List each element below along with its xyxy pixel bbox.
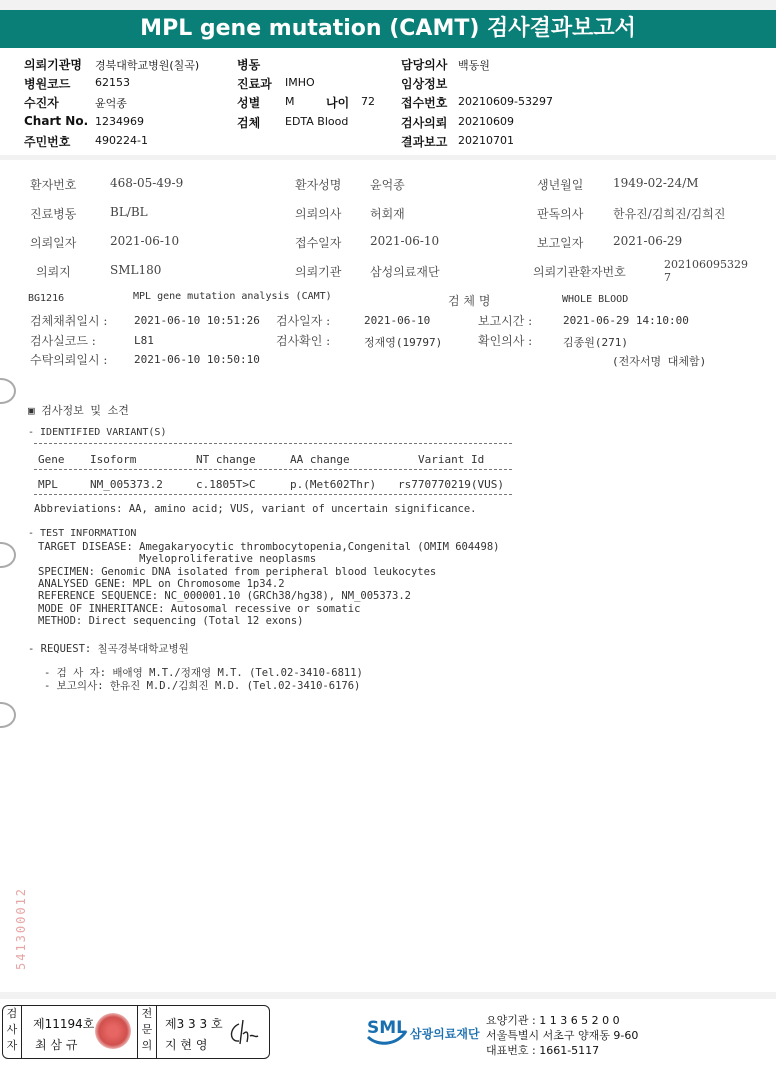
- abbreviations: Abbreviations: AA, amino acid; VUS, variant of uncertain significance.: [34, 503, 477, 515]
- request-date-label: 검사의뢰: [401, 116, 448, 130]
- birth-value: 1949-02-24/M: [613, 176, 699, 190]
- request-doctor: - 보고의사: 한유진 M.D./김희진 M.D. (Tel.02-3410-6176): [44, 680, 361, 692]
- consign-time-value: 2021-06-10 10:50:10: [134, 353, 260, 366]
- variant-gene: MPL: [38, 478, 58, 491]
- variant-col-aa: AA change: [290, 453, 350, 466]
- inspector-license-no: 제11194호: [33, 1017, 95, 1031]
- seal-stamp: [95, 1013, 131, 1049]
- referral-org-label: 의뢰기관: [295, 265, 342, 279]
- patient-value: 윤억종: [95, 97, 127, 110]
- referral-org-value: 삼성의료재단: [370, 265, 440, 279]
- patient-no-label: 환자번호: [30, 178, 77, 192]
- patient-no-value: 468-05-49-9: [110, 176, 184, 190]
- department-label: 진료과: [237, 77, 272, 91]
- clinical-info-label: 임상정보: [401, 77, 448, 91]
- test-info-heading: - TEST INFORMATION: [28, 528, 137, 539]
- specialist-vlabel: 전 문 의: [137, 1006, 157, 1058]
- test-confirm-label: 검사확인 :: [276, 334, 331, 348]
- binder-hole: [0, 378, 16, 404]
- patient-name-label: 환자성명: [295, 178, 342, 192]
- section-title: ▣ 검사정보 및 소견: [28, 404, 129, 417]
- result-date-value: 20210701: [458, 134, 514, 147]
- specimen-value: EDTA Blood: [285, 115, 349, 128]
- order-date-value: 2021-06-10: [110, 234, 180, 248]
- chart-no-value: 1234969: [95, 115, 144, 128]
- lab-code-value: L81: [134, 334, 154, 347]
- side-serial-number: 541300012: [14, 886, 28, 970]
- confirm-doctor-label: 확인의사 :: [478, 334, 533, 348]
- test-info-line: MODE OF INHERITANCE: Autosomal recessive or somatic: [38, 603, 361, 615]
- footer: [0, 999, 776, 1069]
- result-date-label: 결과보고: [401, 135, 448, 149]
- ward-scan-value: BL/BL: [110, 205, 148, 219]
- order-date-label: 의뢰일자: [30, 236, 77, 250]
- hospital-code-label: 병원코드: [24, 77, 71, 91]
- sex-value: M: [285, 95, 295, 108]
- specimen-name-value: WHOLE BLOOD: [562, 294, 629, 305]
- svg-text:SML: SML: [367, 1018, 407, 1038]
- test-info-line: REFERENCE SEQUENCE: NC_000001.10 (GRCh38/hg38), NM_005373.2: [38, 590, 411, 602]
- test-confirm-value: 정재영(19797): [364, 336, 443, 349]
- referral-patient-no-label: 의뢰기관환자번호: [533, 265, 626, 279]
- consign-time-label: 수탁의뢰일시 :: [30, 353, 108, 367]
- collection-time-label: 검체채취일시 :: [30, 314, 108, 328]
- hospital-label: 의뢰기관명: [24, 58, 82, 72]
- referral-patient-no-value: 202106095329: [664, 258, 748, 271]
- variant-id: rs770770219(VUS): [398, 478, 504, 491]
- table-rule-top: [34, 443, 512, 444]
- request-heading: - REQUEST: 칠곡경북대학교병원: [28, 643, 189, 655]
- variant-aa: p.(Met602Thr): [290, 478, 377, 491]
- ref-doctor-value: 허회재: [370, 207, 405, 221]
- test-info-line: Myeloproliferative neoplasms: [38, 553, 317, 565]
- variant-heading: - IDENTIFIED VARIANT(S): [28, 427, 167, 438]
- patient-name-value: 윤억종: [370, 178, 405, 192]
- hospital-value: 경북대학교병원(칠곡): [95, 59, 200, 72]
- specimen-label: 검체: [237, 116, 261, 130]
- org-phone: 대표번호 : 1661-5117: [486, 1044, 600, 1057]
- scanned-report: [0, 160, 776, 992]
- table-rule-mid: [34, 469, 512, 470]
- e-sign-note: (전자서명 대체함): [612, 355, 707, 368]
- doctor-label: 담당의사: [401, 58, 448, 72]
- report-date-label: 보고일자: [537, 236, 584, 250]
- request-tester: - 검 사 자: 배애영 M.T./정재영 M.T. (Tel.02-3410-6811): [44, 667, 363, 679]
- request-date-value: 20210609: [458, 115, 514, 128]
- receipt-no-value: 20210609-53297: [458, 95, 553, 108]
- test-info-line: METHOD: Direct sequencing (Total 12 exons): [38, 615, 304, 627]
- birth-label: 생년월일: [537, 178, 584, 192]
- referral-site-label: 의뢰지: [36, 265, 71, 279]
- test-date-label: 검사일자 :: [276, 314, 331, 328]
- table-rule-bottom: [34, 494, 512, 495]
- test-info-line: SPECIMEN: Genomic DNA isolated from peripheral blood leukocytes: [38, 566, 437, 578]
- referral-site-value: SML180: [110, 263, 162, 277]
- referral-patient-no-value-cont: 7: [664, 271, 671, 284]
- age-label: 나이: [326, 96, 350, 110]
- report-time-label: 보고시간 :: [478, 314, 533, 328]
- patient-label: 수진자: [24, 96, 59, 110]
- lab-code-label: 검사실코드 :: [30, 334, 96, 348]
- binder-hole: [0, 702, 16, 728]
- variant-col-gene: Gene: [38, 453, 65, 466]
- receipt-no-label: 접수번호: [401, 96, 448, 110]
- department-value: IMHO: [285, 76, 315, 89]
- ward-scan-label: 진료병동: [30, 207, 77, 221]
- variant-col-id: Variant Id: [418, 453, 485, 466]
- hospital-code-value: 62153: [95, 76, 130, 89]
- test-name: MPL gene mutation analysis (CAMT): [133, 291, 332, 302]
- header-info: [0, 48, 776, 155]
- test-info-line: TARGET DISEASE: Amegakaryocytic thrombocytopenia,Congenital (OMIM 604498): [38, 541, 500, 553]
- signature-box: [2, 1005, 270, 1059]
- resident-no-value: 490224-1: [95, 134, 148, 147]
- resident-no-label: 주민번호: [24, 135, 71, 149]
- confirm-doctor-value: 김종원(271): [563, 336, 628, 349]
- org-address: 서울특별시 서초구 양재동 9-60: [486, 1029, 639, 1042]
- specialist-name: 지 현 영: [165, 1038, 208, 1052]
- ward-label: 병동: [237, 58, 261, 72]
- receipt-date-value: 2021-06-10: [370, 234, 440, 248]
- report-title: MPL gene mutation (CAMT) 검사결과보고서: [0, 10, 776, 48]
- org-code: 요양기관 : 1 1 3 6 5 2 0 0: [486, 1014, 620, 1027]
- report-time-value: 2021-06-29 14:10:00: [563, 314, 689, 327]
- ref-doctor-label: 의뢰의사: [295, 207, 342, 221]
- age-value: 72: [361, 95, 375, 108]
- test-code: BG1216: [28, 293, 65, 304]
- signature: [225, 1014, 261, 1048]
- specialist-license-no: 제3 3 3 호: [165, 1017, 223, 1031]
- org-name: 삼광의료재단: [410, 1027, 480, 1041]
- specimen-name-label: 검 체 명: [448, 294, 491, 308]
- test-info-line: ANALYSED GENE: MPL on Chromosome 1p34.2: [38, 578, 285, 590]
- variant-col-nt: NT change: [196, 453, 256, 466]
- variant-isoform: NM_005373.2: [90, 478, 163, 491]
- receipt-date-label: 접수일자: [295, 236, 342, 250]
- variant-nt: c.1805T>C: [196, 478, 256, 491]
- binder-hole: [0, 542, 16, 568]
- test-date-value: 2021-06-10: [364, 314, 431, 327]
- variant-col-isoform: Isoform: [90, 453, 137, 466]
- reader-value: 한유진/김희진/김희진: [613, 207, 726, 221]
- sml-logo-icon: [364, 1011, 408, 1045]
- doctor-value: 백동원: [458, 59, 490, 72]
- inspector-name: 최 삼 규: [35, 1038, 78, 1052]
- chart-no-label: Chart No.: [24, 114, 89, 128]
- sex-label: 성별: [237, 96, 261, 110]
- inspector-vlabel: 검 사 자: [3, 1006, 22, 1058]
- reader-label: 판독의사: [537, 207, 584, 221]
- report-date-value: 2021-06-29: [613, 234, 683, 248]
- collection-time-value: 2021-06-10 10:51:26: [134, 314, 260, 327]
